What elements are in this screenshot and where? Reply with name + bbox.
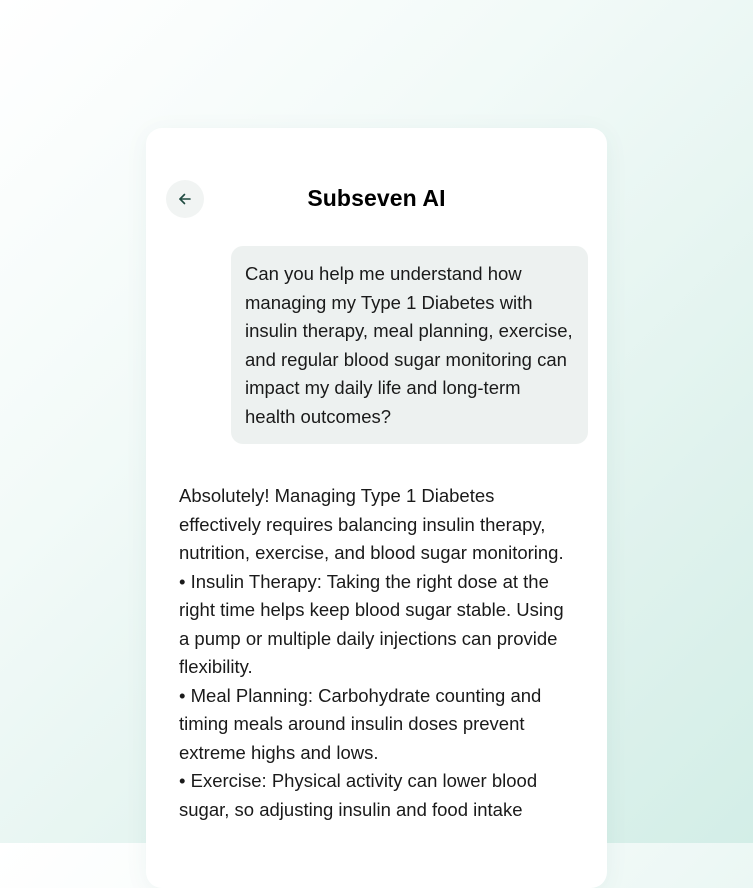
page-title: Subseven AI (307, 185, 446, 211)
assistant-bullet-meal: • Meal Planning: Carbohydrate counting and timing meals around insulin doses prevent extreme highs and lows. (179, 684, 542, 763)
chat-header (146, 180, 607, 220)
user-message-bubble: Can you help me understand how managing my Type 1 Diabetes with insulin therapy, meal planning, exercise, and regular blood sugar monitoring can impact my daily life and long-term health outcomes? (231, 246, 588, 444)
assistant-bullet-insulin: • Insulin Therapy: Taking the right dose at the right time helps keep blood sugar stable. Using a pump or multiple daily injections can provide flexibility. (179, 570, 564, 677)
assistant-intro: Absolutely! Managing Type 1 Diabetes effectively requires balancing insulin therapy, nutrition, exercise, and blood sugar monitoring. (179, 485, 564, 563)
chat-card (146, 128, 607, 888)
assistant-message (179, 482, 579, 824)
assistant-bullet-exercise: • Exercise: Physical activity can lower blood sugar, so adjusting insulin and food intake (179, 770, 538, 820)
